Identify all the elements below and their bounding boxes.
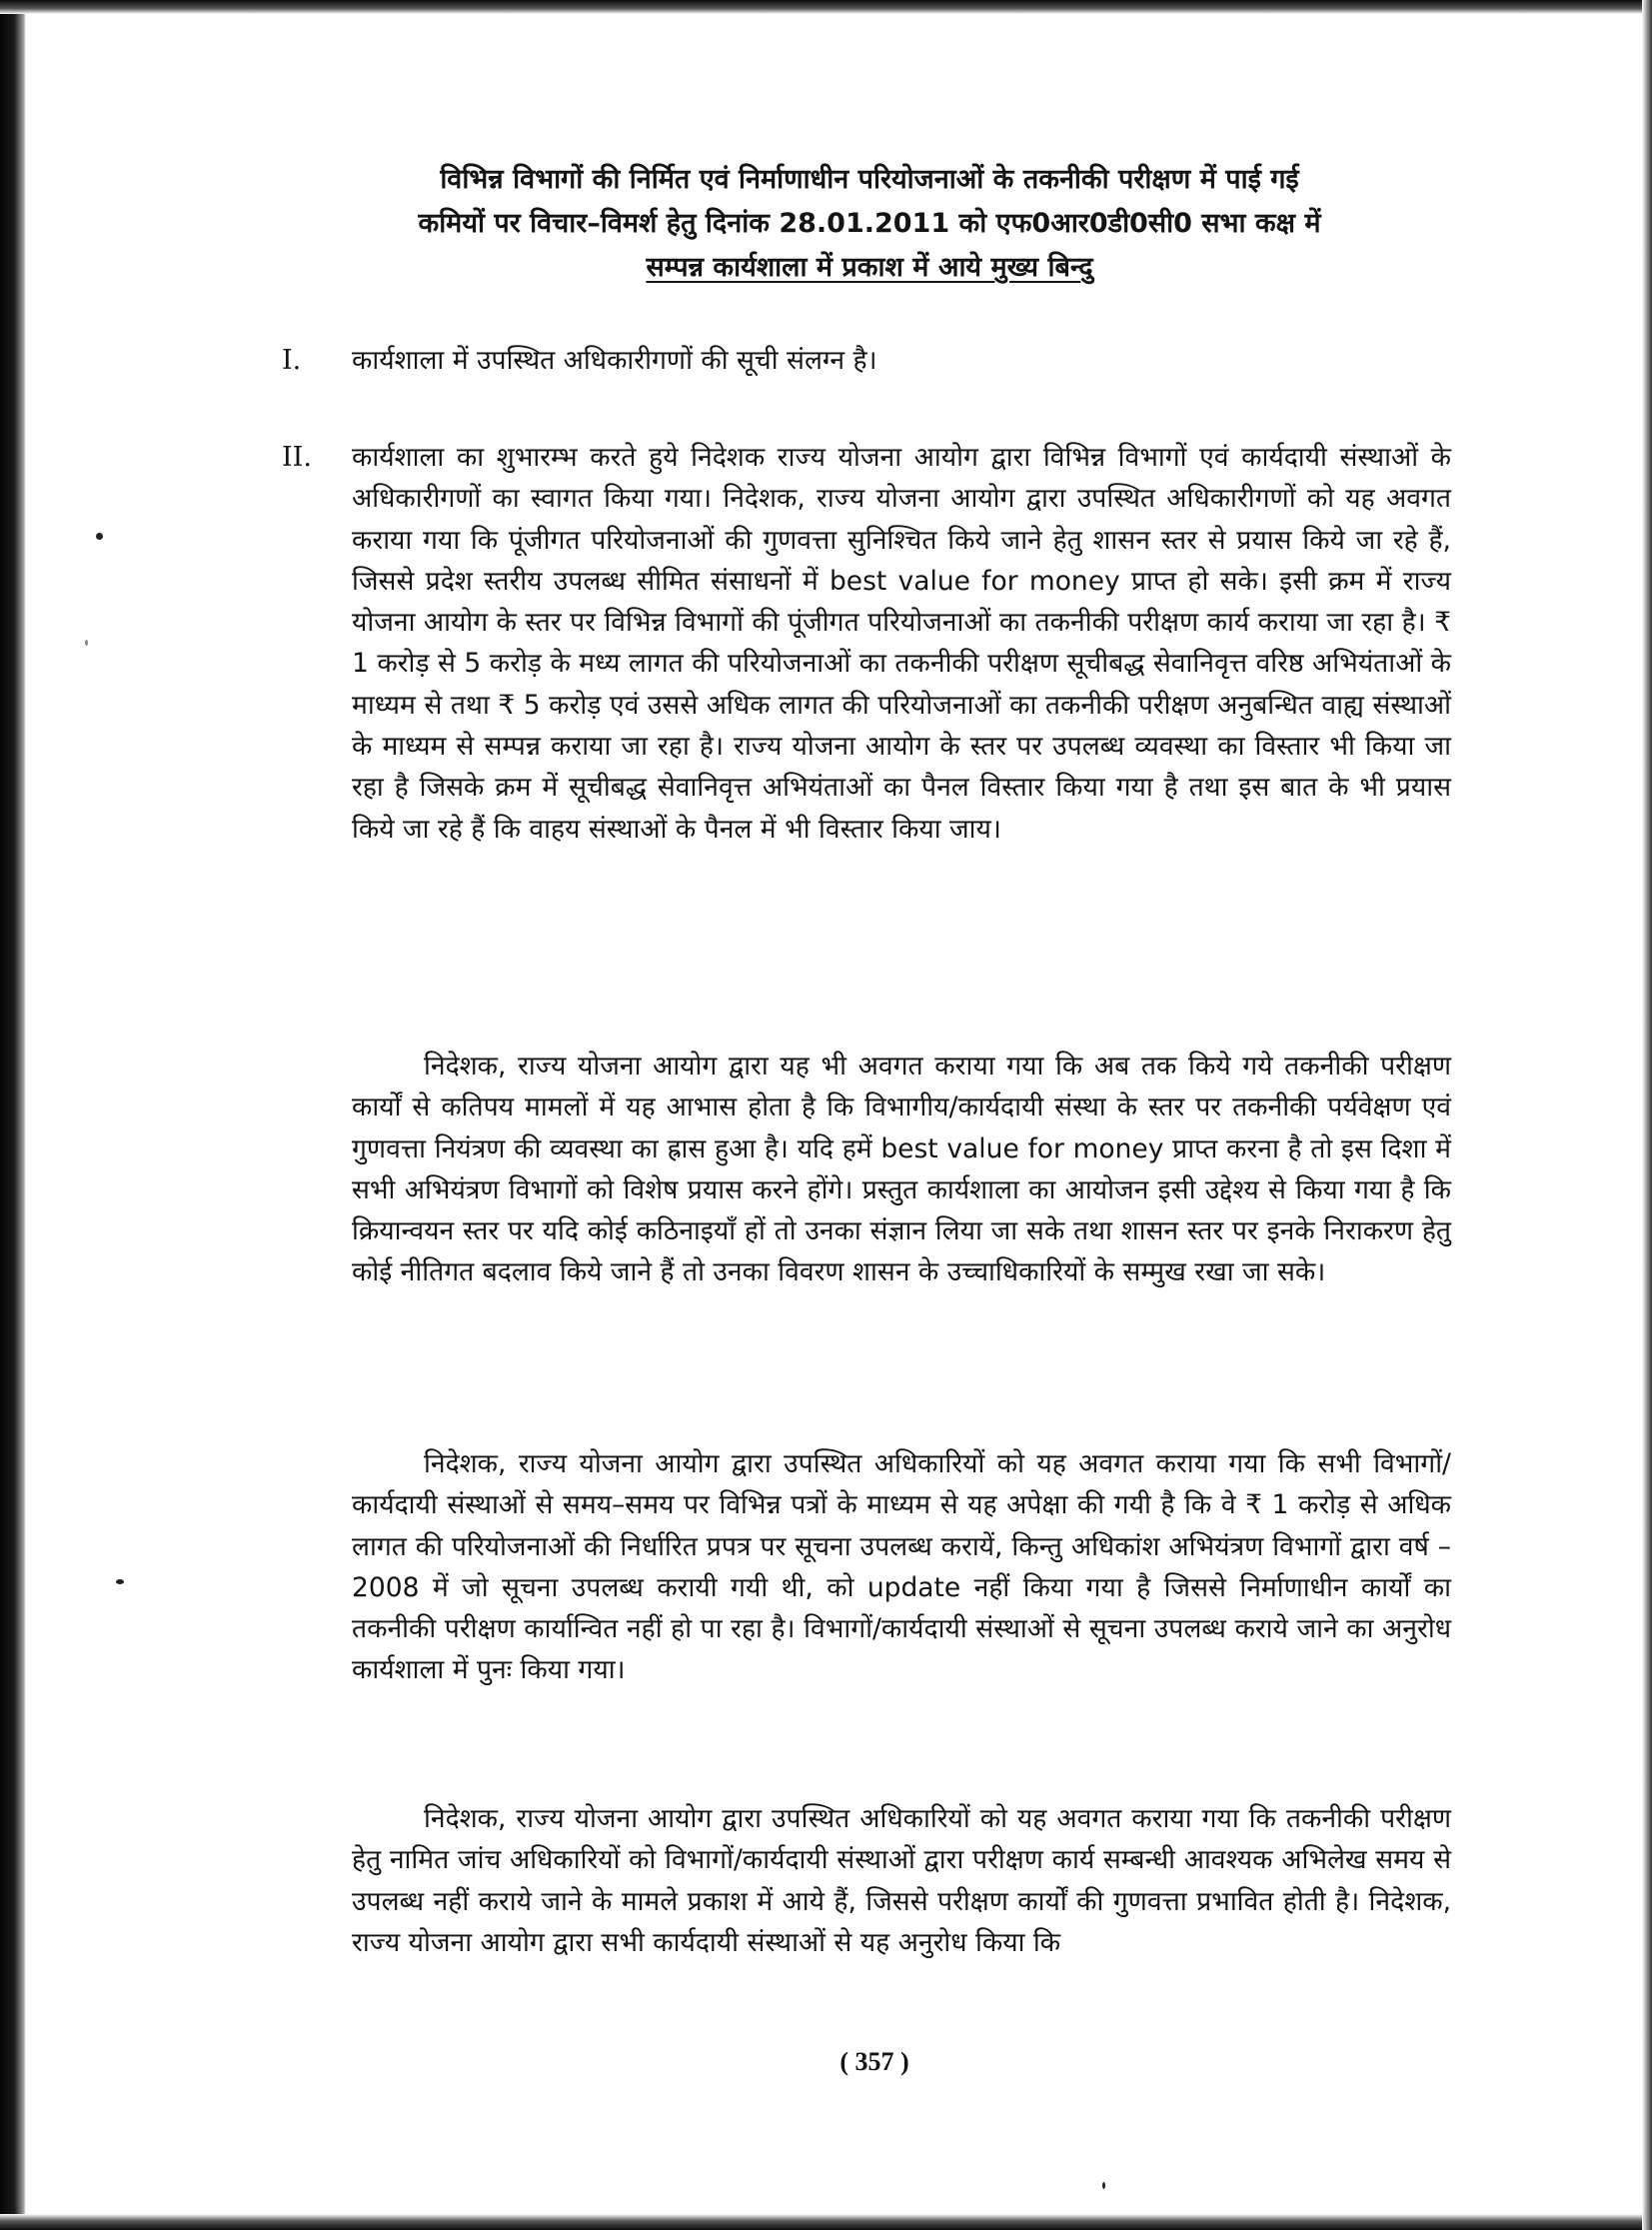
title-line-1: विभिन्न विभागों की निर्मित एवं निर्माणाधीन परियोजनाओं के तकनीकी परीक्षण में पाई गई (440, 164, 1299, 195)
scan-border-left (0, 0, 26, 2230)
scan-speck (85, 640, 88, 646)
scan-speck (96, 533, 103, 540)
scan-border-top (0, 0, 1652, 14)
paragraph-1: निदेशक, राज्य योजना आयोग द्वारा यह भी अवगत कराया गया कि अब तक किये गये तकनीकी परीक्षण कार्यों से कतिपय मामलों में यह आभास होता है कि विभागीय/कार्यदायी संस्था के स्तर पर तकनीकी पर्यवेक्षण एवं गुणवत्ता नियंत्रण की व्यवस्था का ह्रास हुआ है। यदि हमें best value for money प्राप्त करना है तो इस दिशा में सभी अभियंत्रण विभागों को विशेष प्रयास करने होंगे। प्रस्तुत कार्यशाला का आयोजन इसी उद्देश्य से किया गया है कि क्रियान्वयन स्तर पर यदि कोई कठिनाइयाँ हों तो उनका संज्ञान लिया जा सके तथा शासन स्तर पर इनके निराकरण हेतु कोई नीतिगत बदलाव किये जाने हैं तो उनका विवरण शासन के उच्चाधिकारियों के सम्मुख रखा जा सके। (352, 1051, 1451, 1288)
list-item-number: II. (282, 442, 312, 473)
list-item-1 (282, 340, 1451, 381)
scan-speck (1102, 2182, 1105, 2189)
title-line-3: सम्पन्न कार्यशाला में प्रकाश में आये मुख्य बिन्दु (646, 252, 1093, 283)
paragraph-3: निदेशक, राज्य योजना आयोग द्वारा उपस्थित अधिकारियों को यह अवगत कराया गया कि तकनीकी परीक्षण हेतु नामित जांच अधिकारियों को विभागों/कार्यदायी संस्थाओं द्वारा परीक्षण कार्य सम्बन्धी आवश्यक अभिलेख समय से उपलब्ध नहीं कराये जाने के मामले प्रकाश में आये हैं, जिससे परीक्षण कार्यों की गुणवत्ता प्रभावित होती है। निदेशक, राज्य योजना आयोग द्वारा सभी कार्यदायी संस्थाओं से यह अनुरोध किया कि (352, 1803, 1451, 1958)
paragraph-2: निदेशक, राज्य योजना आयोग द्वारा उपस्थित अधिकारियों को यह अवगत कराया गया कि सभी विभागों/कार्यदायी संस्थाओं से समय–समय पर विभिन्न पत्रों के माध्यम से यह अपेक्षा की गयी है कि वे ₹ 1 करोड़ से अधिक लागत की परियोजनाओं की निर्धारित प्रपत्र पर सूचना उपलब्ध करायें, किन्तु अधिकांश अभियंत्रण विभागों द्वारा वर्ष – 2008 में जो सूचना उपलब्ध करायी गयी थी, को update नहीं किया गया है जिससे निर्माणाधीन कार्यों का तकनीकी परीक्षण कार्यान्वित नहीं हो पा रहा है। विभागों/कार्यदायी संस्थाओं से सूचना उपलब्ध कराये जाने का अनुरोध कार्यशाला में पुनः किया गया। (352, 1448, 1451, 1686)
list-item-2 (282, 437, 1451, 850)
scan-border-bottom (0, 2214, 1652, 2230)
list-item-text: कार्यशाला में उपस्थित अधिकारीगणों की सूची संलग्न है। (352, 345, 877, 376)
list-item-text: कार्यशाला का शुभारम्भ करते हुये निदेशक राज्य योजना आयोग द्वारा विभिन्न विभागों एवं कार्यदायी संस्थाओं के अधिकारीगणों का स्वागत किया गया। निदेशक, राज्य योजना आयोग द्वारा उपस्थित अधिकारीगणों को यह अवगत कराया गया कि पूंजीगत परियोजनाओं की गुणवत्ता सुनिश्चित किये जाने हेतु शासन स्तर से प्रयास किये जा रहे हैं, जिससे प्रदेश स्तरीय उपलब्ध सीमित संसाधनों में best value for money प्राप्त हो सके। इसी क्रम में राज्य योजना आयोग के स्तर पर विभिन्न विभागों की पूंजीगत परियोजनाओं का तकनीकी परीक्षण कार्य कराया जा रहा है। ₹ 1 करोड़ से 5 करोड़ के मध्य लागत की परियोजनाओं का तकनीकी परीक्षण सूचीबद्ध सेवानिवृत्त वरिष्ठ अभियंताओं के माध्यम से तथा ₹ 5 करोड़ एवं उससे अधिक लागत की परियोजनाओं का तकनीकी परीक्षण अनुबन्धित वाह्य संस्थाओं के माध्यम से सम्पन्न कराया जा रहा है। राज्य योजना आयोग के स्तर पर उपलब्ध व्यवस्था का विस्तार भी किया जा रहा है जिसके क्रम में सूचीबद्ध सेवानिवृत्त अभियंताओं का पैनल विस्तार किया गया है तथा इस बात के भी प्रयास किये जा रहे हैं कि वाहय संस्थाओं के पैनल में भी विस्तार किया जाय। (352, 442, 1451, 845)
list-item-number: I. (282, 345, 302, 376)
page-number: ( 357 ) (839, 2047, 909, 2076)
title-line-2: कमियों पर विचार–विमर्श हेतु दिनांक 28.01.2011 को एफ0आर0डी0सी0 सभा कक्ष में (418, 208, 1321, 239)
scan-speck (116, 1579, 124, 1584)
scan-border-right (1642, 0, 1652, 2230)
document-title (280, 158, 1459, 290)
